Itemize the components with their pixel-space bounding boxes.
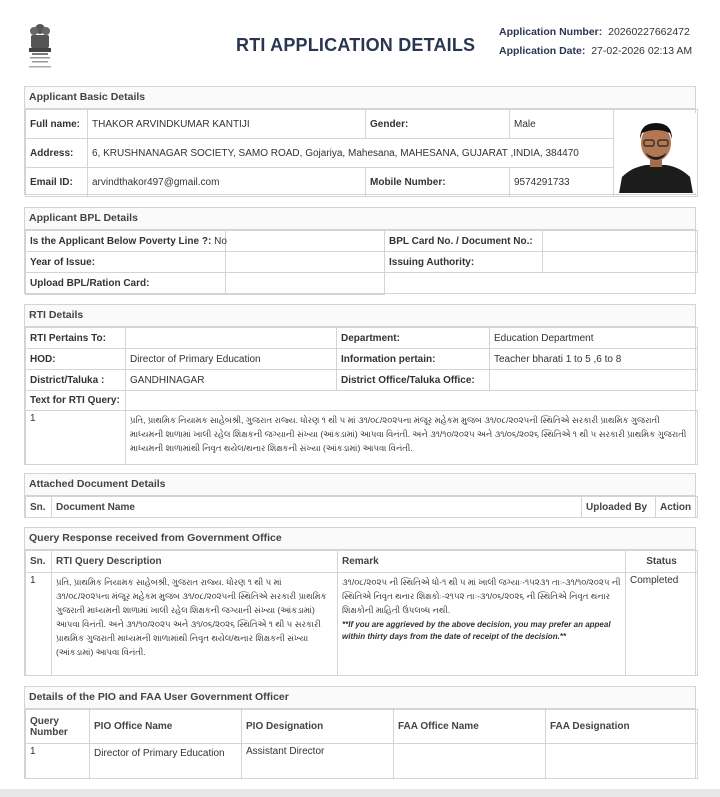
response-row-sn: 1 xyxy=(26,573,52,676)
email-label: Email ID: xyxy=(26,168,88,197)
pio-designation: Assistant Director xyxy=(242,744,394,779)
rti-pertains-value xyxy=(126,328,337,349)
column-header-status: Status xyxy=(626,551,698,573)
response-remark-cell xyxy=(338,573,626,676)
district-taluka-value: GANDHINAGAR xyxy=(126,370,337,391)
response-remark: ૩૧/૦૮/૨૦૨૫ ની સ્થિતિએ ધો-૧ થી ૫ માં ખાલી જગ્યાઃ-૧૫૨૩૧ તાઃ-૩૧/૧૦/૨૦૨૫ ની સ્થિતિએ નિવૃત થનાર શિક્ષકોઃ-૨૧૫૨ તાઃ-૩૧/૦૬/૨૦૨૬ ની સ્થિતિએ નિવૃત થનાર શિક્ષકોની માહિતી ઉપલબ્ધ નથી. xyxy=(342,577,621,615)
upload-bpl-value xyxy=(226,273,385,295)
rti-query-text-label: Text for RTI Query: xyxy=(26,391,126,411)
section-heading: Attached Document Details xyxy=(25,474,695,496)
query-response-section xyxy=(24,527,696,676)
column-header-document-name: Document Name xyxy=(52,497,582,518)
rti-details-section xyxy=(24,304,696,465)
address-label: Address: xyxy=(26,139,88,168)
mobile-label: Mobile Number: xyxy=(366,168,510,197)
mobile-value: 9574291733 xyxy=(510,168,614,197)
appeal-note: **If you are aggrieved by the above decision, you may prefer an appeal within thirty days from the date of receipt of the decision.** xyxy=(342,620,611,641)
column-header-uploaded-by: Uploaded By xyxy=(582,497,656,518)
faa-office-name xyxy=(394,744,546,779)
column-header-faa-designation: FAA Designation xyxy=(546,710,698,744)
hod-value: Director of Primary Education xyxy=(126,349,337,370)
bpl-card-label: BPL Card No. / Document No.: xyxy=(385,231,543,252)
column-header-faa-office: FAA Office Name xyxy=(394,710,546,744)
district-office-label: District Office/Taluka Office: xyxy=(337,370,490,391)
department-label: Department: xyxy=(337,328,490,349)
column-header-sn: Sn. xyxy=(26,497,52,518)
upload-bpl-label: Upload BPL/Ration Card: xyxy=(26,273,226,295)
application-number-label: Application Number: xyxy=(499,26,603,38)
section-heading: Applicant BPL Details xyxy=(25,208,695,230)
application-date: 27-02-2026 02:13 AM xyxy=(591,45,693,57)
full-name-label: Full name: xyxy=(26,110,88,139)
column-header-pio-office: PIO Office Name xyxy=(90,710,242,744)
department-value: Education Department xyxy=(490,328,698,349)
response-query-description: પ્રતિ, પ્રાથમિક નિયામક સાહેબશ્રી, ગુજરાત રાજ્ય. ધોરણ ૧ થી ૫ માં ૩૧/૦૮/૨૦૨૫ના મંજૂર મહેકમ મુજબ ૩૧/૦૮/૨૦૨૫ની સ્થિતિએ સરકારી પ્રાથમિક ગુજરાતી માધ્યમની શાળામાં ખાલી રહેલ શિક્ષકની જગ્યાની સંખ્યા (આંકડામાં) આપવા વિનંતી. અને ૩૧/૧૦/૨૦૨૫ અને ૩૧/૦૬/૨૦૨૬ સ્થિતિએ ૧ થી ૫ સરકારી પ્રાથમિક ગુજરાતી માધ્યમની શાળામાંથી નિવૃત થયેલ/થનાર શિક્ષકની સંખ્યા (આંકડામાં) આપવા વિનંતી. xyxy=(52,573,338,676)
year-of-issue-label: Year of Issue: xyxy=(26,252,226,273)
pio-faa-section xyxy=(24,686,696,779)
applicant-basic-section xyxy=(24,86,696,195)
issuing-authority-value xyxy=(543,252,698,273)
rti-pertains-label: RTI Pertains To: xyxy=(26,328,126,349)
column-header-pio-designation: PIO Designation xyxy=(242,710,394,744)
faa-designation xyxy=(546,744,698,779)
district-taluka-label: District/Taluka : xyxy=(26,370,126,391)
applicant-photo-cell xyxy=(614,110,698,197)
issuing-authority-label: Issuing Authority: xyxy=(385,252,543,273)
section-heading: Applicant Basic Details xyxy=(25,87,695,109)
attached-documents-section xyxy=(24,473,696,518)
column-header-query-number: Query Number xyxy=(26,710,90,744)
bottom-bar xyxy=(0,789,720,797)
gender-value: Male xyxy=(510,110,614,139)
pio-office-name: Director of Primary Education xyxy=(90,744,242,779)
pio-row-query-number: 1 xyxy=(26,744,90,779)
below-poverty-line-value: No xyxy=(214,235,227,247)
gender-label: Gender: xyxy=(366,110,510,139)
bpl-card-value xyxy=(543,231,698,252)
year-of-issue-value xyxy=(226,252,385,273)
address-value: 6, KRUSHNANAGAR SOCIETY, SAMO ROAD, Gojariya, Mahesana, MAHESANA, GUJARAT ,INDIA, 384470 xyxy=(88,139,614,168)
page-title: RTI APPLICATION DETAILS xyxy=(236,35,476,55)
application-info xyxy=(499,23,692,61)
section-heading: RTI Details xyxy=(25,305,695,327)
applicant-photo xyxy=(616,113,696,193)
below-poverty-line-label: Is the Applicant Below Poverty Line ?: xyxy=(30,235,212,247)
application-number: 20260227662472 xyxy=(608,26,690,38)
information-pertain-label: Information pertain: xyxy=(337,349,490,370)
application-date-label: Application Date: xyxy=(499,45,586,57)
response-status: Completed xyxy=(626,573,698,676)
state-emblem-icon xyxy=(24,20,56,72)
below-poverty-line-cell xyxy=(26,231,226,252)
column-header-sn: Sn. xyxy=(26,551,52,573)
empty-cell xyxy=(126,391,698,411)
section-heading: Query Response received from Government Office xyxy=(25,528,695,550)
rti-query-row-number: 1 xyxy=(26,411,126,465)
column-header-action: Action xyxy=(656,497,698,518)
information-pertain-value: Teacher bharati 1 to 5 ,6 to 8 xyxy=(490,349,698,370)
applicant-bpl-section xyxy=(24,207,696,294)
column-header-remark: Remark xyxy=(338,551,626,573)
full-name-value: THAKOR ARVINDKUMAR KANTIJI xyxy=(88,110,366,139)
empty-cell xyxy=(226,231,385,252)
page-header xyxy=(0,0,720,80)
column-header-query-description: RTI Query Description xyxy=(52,551,338,573)
section-heading: Details of the PIO and FAA User Government Officer xyxy=(25,687,695,709)
district-office-value xyxy=(490,370,698,391)
rti-query-text: પ્રતિ, પ્રાથમિક નિયામક સાહેબશ્રી, ગુજરાત રાજ્ય. ધોરણ ૧ થી ૫ માં ૩૧/૦૮/૨૦૨૫ના મંજૂર મહેકમ મુજબ ૩૧/૦૮/૨૦૨૫ની સ્થિતિએ સરકારી પ્રાથમિક ગુજરાતી માધ્યમની શાળામાં ખાલી રહેલ શિક્ષકની જગ્યાની સંખ્યા (આંકડામાં) આપવા વિનંતી. અને ૩૧/૧૦/૨૦૨૫ અને ૩૧/૦૬/૨૦૨૬ સ્થિતિએ ૧ થી ૫ સરકારી પ્રાથમિક ગુજરાતી માધ્યમની શાળામાંથી નિવૃત થયેલ/થનાર શિક્ષકની સંખ્યા (આંકડામાં) આપવા વિનંતી. xyxy=(126,411,698,465)
empty-cell xyxy=(385,273,698,295)
email-value: arvindthakor497@gmail.com xyxy=(88,168,366,197)
hod-label: HOD: xyxy=(26,349,126,370)
